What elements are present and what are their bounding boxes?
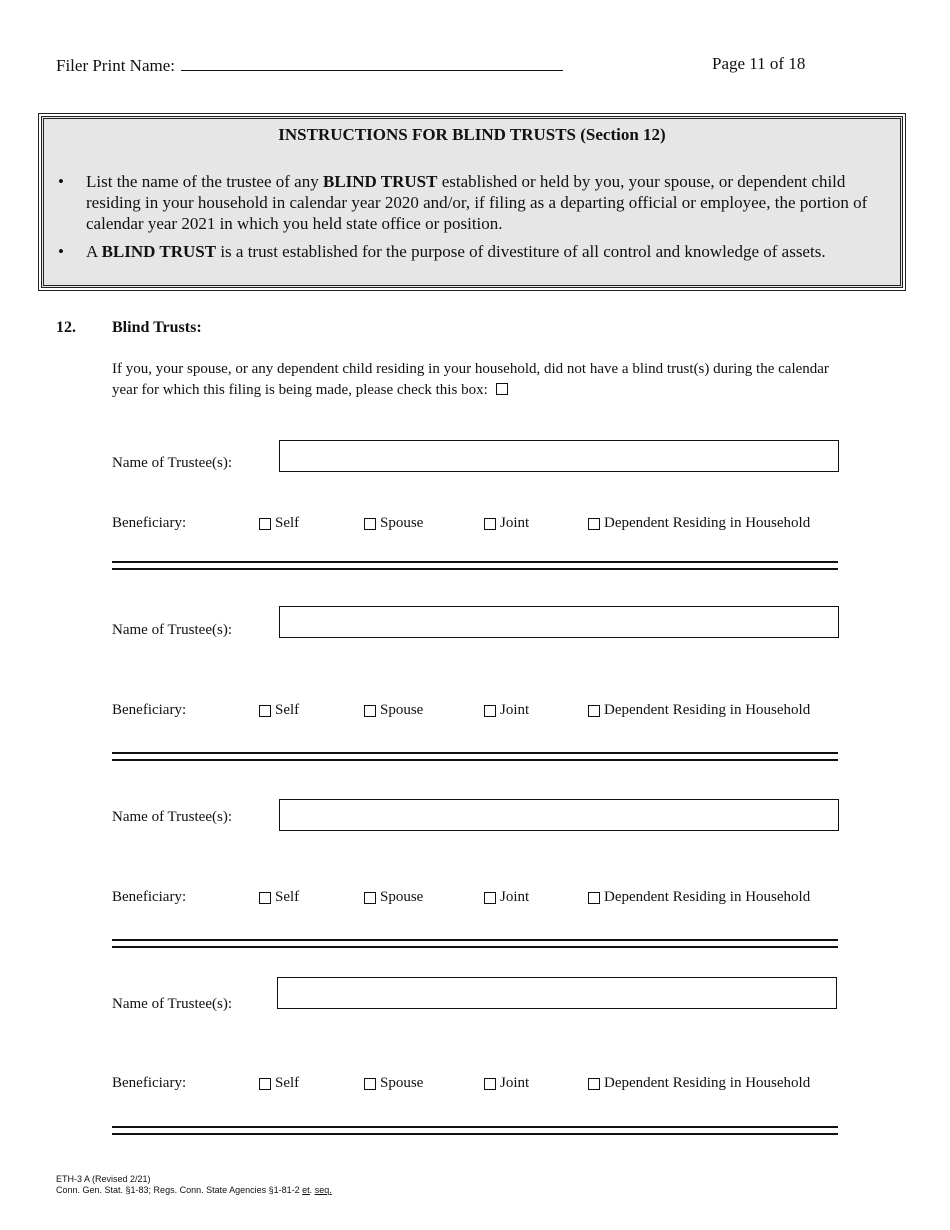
section-description bbox=[112, 359, 852, 401]
beneficiary-label: Beneficiary: bbox=[112, 702, 187, 718]
statute-citation bbox=[56, 1185, 332, 1196]
spouse-checkbox[interactable] bbox=[364, 892, 376, 904]
citation-dot: . bbox=[309, 1185, 315, 1195]
section-number: 12. bbox=[56, 319, 76, 336]
instructions-box bbox=[41, 116, 903, 288]
option-label: Spouse bbox=[380, 515, 424, 531]
instruction-text: A bbox=[86, 242, 102, 261]
beneficiary-dependent-option[interactable] bbox=[588, 1075, 810, 1092]
spouse-checkbox[interactable] bbox=[364, 705, 376, 717]
beneficiary-joint-option[interactable] bbox=[484, 702, 529, 719]
beneficiary-spouse-option[interactable] bbox=[364, 702, 423, 719]
beneficiary-dependent-option[interactable] bbox=[588, 702, 810, 719]
section-title: Blind Trusts: bbox=[112, 319, 202, 336]
trustee-name-input[interactable] bbox=[279, 799, 839, 831]
dependent-checkbox[interactable] bbox=[588, 705, 600, 717]
option-label: Self bbox=[275, 515, 300, 531]
trustee-label: Name of Trustee(s): bbox=[112, 455, 232, 471]
option-label: Joint bbox=[500, 1075, 530, 1091]
filer-name-field[interactable] bbox=[181, 54, 563, 71]
joint-checkbox[interactable] bbox=[484, 1078, 496, 1090]
spouse-checkbox[interactable] bbox=[364, 518, 376, 530]
beneficiary-dependent-option[interactable] bbox=[588, 889, 810, 906]
option-label: Joint bbox=[500, 515, 530, 531]
entry-divider bbox=[112, 561, 838, 570]
option-label: Self bbox=[275, 1075, 300, 1091]
joint-checkbox[interactable] bbox=[484, 518, 496, 530]
trustee-name-input[interactable] bbox=[279, 606, 839, 638]
citation-seq: seq. bbox=[314, 1185, 332, 1195]
entry-divider bbox=[112, 939, 838, 948]
option-label: Dependent Residing in Household bbox=[604, 515, 811, 531]
beneficiary-spouse-option[interactable] bbox=[364, 515, 423, 532]
beneficiary-dependent-option[interactable] bbox=[588, 515, 810, 532]
joint-checkbox[interactable] bbox=[484, 705, 496, 717]
option-label: Joint bbox=[500, 889, 530, 905]
option-label: Joint bbox=[500, 702, 530, 718]
instruction-text: established or held by you, your spouse, or dependent child residing in your household in calendar year 2020 and/or, if filing as a departing official or employee, the portion of calendar year 2021 in which you held state office or position. bbox=[86, 172, 868, 233]
dependent-checkbox[interactable] bbox=[588, 892, 600, 904]
form-id: ETH-3 A (Revised 2/21) bbox=[56, 1174, 151, 1184]
beneficiary-joint-option[interactable] bbox=[484, 889, 529, 906]
dependent-checkbox[interactable] bbox=[588, 518, 600, 530]
entry-divider bbox=[112, 1126, 838, 1135]
self-checkbox[interactable] bbox=[259, 892, 271, 904]
bullet-icon: • bbox=[58, 242, 64, 261]
citation-et: et bbox=[302, 1185, 310, 1195]
instruction-item-1 bbox=[86, 171, 878, 234]
citation-text: Conn. Gen. Stat. §1-83; Regs. Conn. State Agencies §1-81-2 bbox=[56, 1185, 303, 1195]
beneficiary-label: Beneficiary: bbox=[112, 889, 187, 905]
beneficiary-self-option[interactable] bbox=[259, 1075, 299, 1092]
trustee-label: Name of Trustee(s): bbox=[112, 622, 232, 638]
filer-print-name bbox=[56, 54, 563, 76]
beneficiary-label: Beneficiary: bbox=[112, 1075, 187, 1091]
beneficiary-spouse-option[interactable] bbox=[364, 889, 423, 906]
no-blind-trust-checkbox[interactable] bbox=[496, 383, 508, 395]
beneficiary-label: Beneficiary: bbox=[112, 515, 187, 531]
beneficiary-joint-option[interactable] bbox=[484, 515, 529, 532]
instruction-bold: BLIND TRUST bbox=[101, 242, 217, 261]
option-label: Spouse bbox=[380, 1075, 424, 1091]
option-label: Dependent Residing in Household bbox=[604, 702, 811, 718]
self-checkbox[interactable] bbox=[259, 1078, 271, 1090]
trustee-label: Name of Trustee(s): bbox=[112, 809, 232, 825]
option-label: Dependent Residing in Household bbox=[604, 889, 811, 905]
self-checkbox[interactable] bbox=[259, 705, 271, 717]
spouse-checkbox[interactable] bbox=[364, 1078, 376, 1090]
beneficiary-self-option[interactable] bbox=[259, 702, 299, 719]
option-label: Spouse bbox=[380, 702, 424, 718]
joint-checkbox[interactable] bbox=[484, 892, 496, 904]
instruction-bold: BLIND TRUST bbox=[322, 172, 438, 191]
no-blind-trust-text: If you, your spouse, or any dependent child residing in your household, did not have a blind trust(s) during the calendar year for which this filing is being made, please check this box: bbox=[112, 361, 829, 398]
option-label: Dependent Residing in Household bbox=[604, 1075, 811, 1091]
beneficiary-self-option[interactable] bbox=[259, 889, 299, 906]
option-label: Spouse bbox=[380, 889, 424, 905]
page-number: Page 11 of 18 bbox=[712, 54, 806, 73]
filer-label: Filer Print Name: bbox=[56, 56, 175, 75]
entry-divider bbox=[112, 752, 838, 761]
option-label: Self bbox=[275, 702, 300, 718]
beneficiary-spouse-option[interactable] bbox=[364, 1075, 423, 1092]
trustee-label: Name of Trustee(s): bbox=[112, 996, 232, 1012]
beneficiary-self-option[interactable] bbox=[259, 515, 299, 532]
option-label: Self bbox=[275, 889, 300, 905]
instruction-text: List the name of the trustee of any bbox=[86, 172, 323, 191]
footer bbox=[56, 1174, 332, 1196]
beneficiary-joint-option[interactable] bbox=[484, 1075, 529, 1092]
instructions-title: INSTRUCTIONS FOR BLIND TRUSTS (Section 12) bbox=[278, 125, 666, 144]
trustee-name-input[interactable] bbox=[277, 977, 837, 1009]
instruction-text: is a trust established for the purpose of divestiture of all control and knowledge of assets. bbox=[216, 242, 826, 261]
self-checkbox[interactable] bbox=[259, 518, 271, 530]
bullet-icon: • bbox=[58, 172, 64, 191]
trustee-name-input[interactable] bbox=[279, 440, 839, 472]
dependent-checkbox[interactable] bbox=[588, 1078, 600, 1090]
instruction-item-2 bbox=[86, 241, 878, 262]
